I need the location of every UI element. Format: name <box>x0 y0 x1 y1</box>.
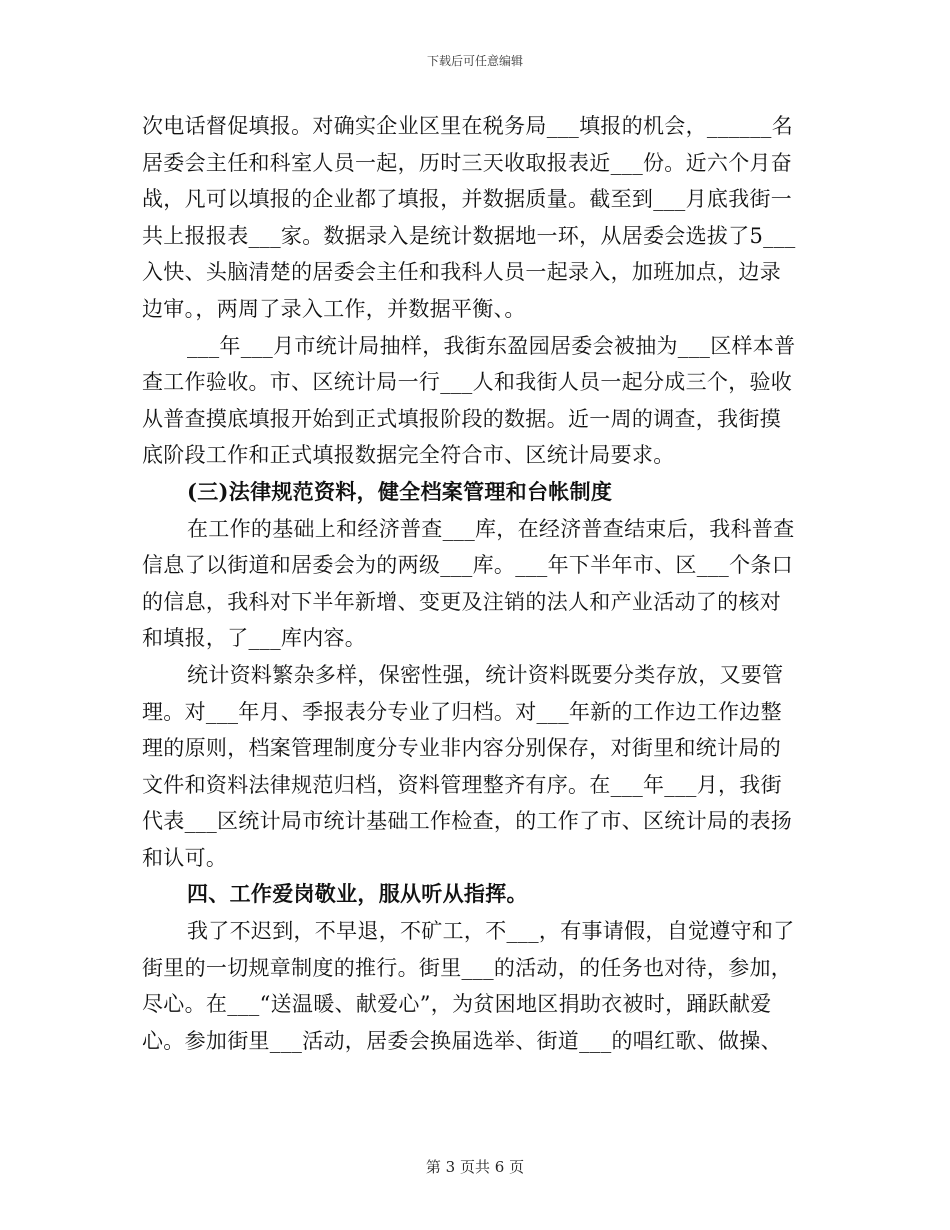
text-line: 文件和资料法律规范归档，资料管理整齐有序。在___年___月，我街 <box>142 772 782 797</box>
text-line: 底阶段工作和正式填报数据完全符合市、区统计局要求。 <box>142 443 675 468</box>
text-line: 查工作验收。市、区统计局一行___人和我街人员一起分成三个，验收 <box>142 370 793 395</box>
text-line: 入快、头脑清楚的居委会主任和我科人员一起录入，加班加点，边录 <box>142 260 781 285</box>
text-line: 在工作的基础上和经济普查___库，在经济普查结束后，我科普查 <box>187 516 795 541</box>
text-line: 战，凡可以填报的企业都了填报，并数据质量。截至到___月底我街一 <box>142 187 793 212</box>
text-line: 街里的一切规章制度的推行。街里___的活动，的任务也对待，参加， <box>142 955 793 980</box>
text-line: 和填报，了___库内容。 <box>142 626 367 651</box>
text-line: ___年___月市统计局抽样，我街东盈园居委会被抽为___区样本普 <box>187 333 796 358</box>
section-heading: (三)法律规范资料，健全档案管理和台帐制度 <box>187 478 613 504</box>
text-line: 信息了以街道和居委会为的两级___库。___年下半年市、区___个条口 <box>142 553 793 578</box>
text-line: 和认可。 <box>142 845 228 870</box>
text-line: 的信息，我科对下半年新增、变更及注销的法人和产业活动了的核对 <box>142 589 781 614</box>
section-heading: 四、工作爱岗敬业，服从听从指挥。 <box>187 881 528 907</box>
text-line: 心。参加街里___活动，居委会换届选举、街道___的唱红歌、做操、 <box>142 1028 782 1053</box>
text-line: 居委会主任和科室人员一起，历时三天收取报表近___份。近六个月奋 <box>142 150 793 175</box>
text-line: 代表___区统计局市统计基础工作检查，的工作了市、区统计局的表扬 <box>142 809 793 834</box>
text-line: 我了不迟到，不早退，不矿工，不___，有事请假，自觉遵守和了 <box>187 919 795 944</box>
text-line: 共上报报表___家。数据录入是统计数据地一环，从居委会选拔了5___ <box>142 223 796 248</box>
text-line: 理。对___年月、季报表分专业了归档。对___年新的工作边工作边整 <box>142 699 782 724</box>
text-line: 理的原则，档案管理制度分专业非内容分别保存，对街里和统计局的 <box>142 736 781 761</box>
page-footer: 第 3 页共 6 页 <box>425 1158 525 1176</box>
text-line: 从普查摸底填报开始到正式填报阶段的数据。近一周的调查，我街摸 <box>142 406 781 431</box>
document-body <box>142 108 810 1059</box>
text-line: 尽心。在___“送温暖、献爱心”，为贫困地区捐助衣被时，踊跃献爱 <box>142 992 772 1017</box>
text-line: 边审。，两周了录入工作，并数据平衡、。 <box>142 296 526 321</box>
page-header: 下载后可任意编辑 <box>426 54 523 68</box>
text-line: 次电话督促填报。对确实企业区里在税务局___填报的机会，______名 <box>142 114 793 138</box>
text-line: 统计资料繁杂多样，保密性强，统计资料既要分类存放，又要管 <box>187 662 784 687</box>
